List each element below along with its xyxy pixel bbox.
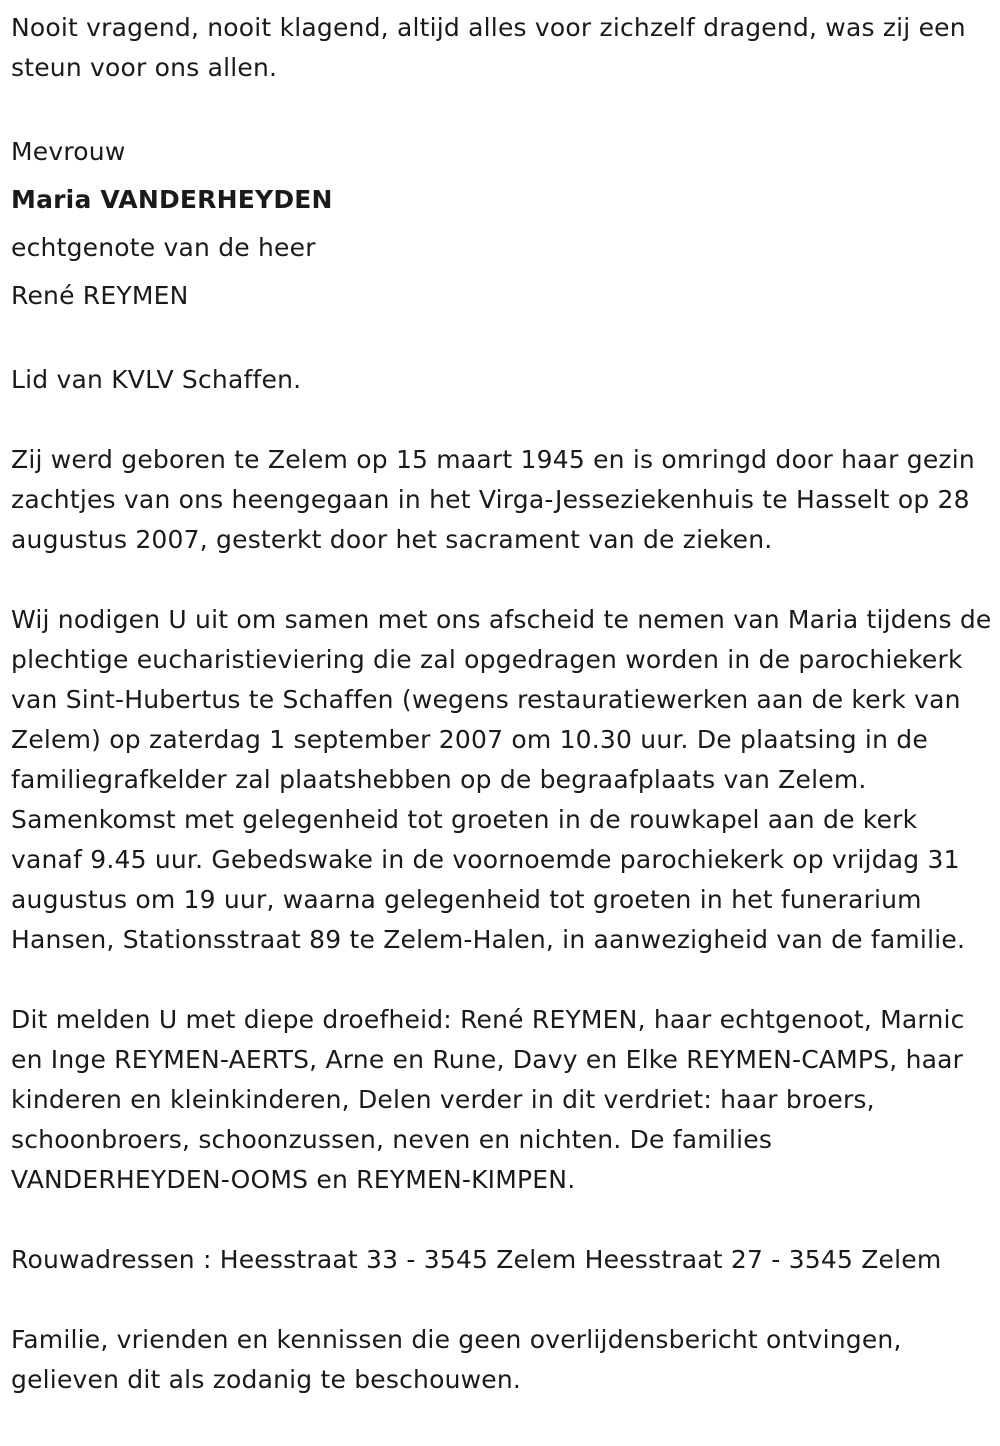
spacer — [11, 88, 993, 128]
spacer — [11, 1280, 993, 1320]
spacer — [11, 1200, 993, 1240]
spouse-name: René REYMEN — [11, 281, 189, 310]
closing-paragraph: Familie, vrienden en kennissen die geen overlijdensbericht ontvingen, gelieven dit als zodanig te beschouwen. — [11, 1325, 902, 1394]
spacer — [11, 560, 993, 600]
announcement-paragraph: Dit melden U met diepe droefheid: René REYMEN, haar echtgenoot, Marnic en Inge REYMEN-AERTS, Arne en Rune, Davy en Elke REYMEN-CAMPS, haar kinderen en kleinkinderen, Delen verder in dit verdriet: haar broers, schoonbroers, schoonzussen, neven en nichten. De families VANDERHEYDEN-OOMS en REYMEN-KIMPEN. — [11, 1005, 965, 1194]
obituary-text — [11, 8, 993, 1400]
spouse-intro: echtgenote van de heer — [11, 233, 316, 262]
intro-paragraph: Nooit vragend, nooit klagend, altijd alles voor zichzelf dragend, was zij een steun voor ons allen. — [11, 13, 966, 82]
salutation: Mevrouw — [11, 137, 126, 166]
spacer — [11, 320, 993, 360]
spacer — [11, 960, 993, 1000]
addresses-line: Rouwadressen : Heesstraat 33 - 3545 Zelem Heesstraat 27 - 3545 Zelem — [11, 1245, 942, 1274]
invitation-paragraph: Wij nodigen U uit om samen met ons afscheid te nemen van Maria tijdens de plechtige eucharistieviering die zal opgedragen worden in de parochiekerk van Sint-Hubertus te Schaffen (wegens restauratiewerken aan de kerk van Zelem) op zaterdag 1 september 2007 om 10.30 uur. De plaatsing in de familiegrafkelder zal plaatshebben op de begraafplaats van Zelem. Samenkomst met gelegenheid tot groeten in de rouwkapel aan de kerk vanaf 9.45 uur. Gebedswake in de voornoemde parochiekerk op vrijdag 31 augustus om 19 uur, waarna gelegenheid tot groeten in het funerarium Hansen, Stationsstraat 89 te Zelem-Halen, in aanwezigheid van de familie. — [11, 605, 992, 954]
membership-line: Lid van KVLV Schaffen. — [11, 365, 302, 394]
spacer — [11, 400, 993, 440]
deceased-name: Maria VANDERHEYDEN — [11, 185, 333, 214]
birth-death-paragraph: Zij werd geboren te Zelem op 15 maart 1945 en is omringd door haar gezin zachtjes van ons heengegaan in het Virga-Jesseziekenhuis te Hasselt op 28 augustus 2007, gesterkt door het sacrament van de zieken. — [11, 445, 975, 554]
